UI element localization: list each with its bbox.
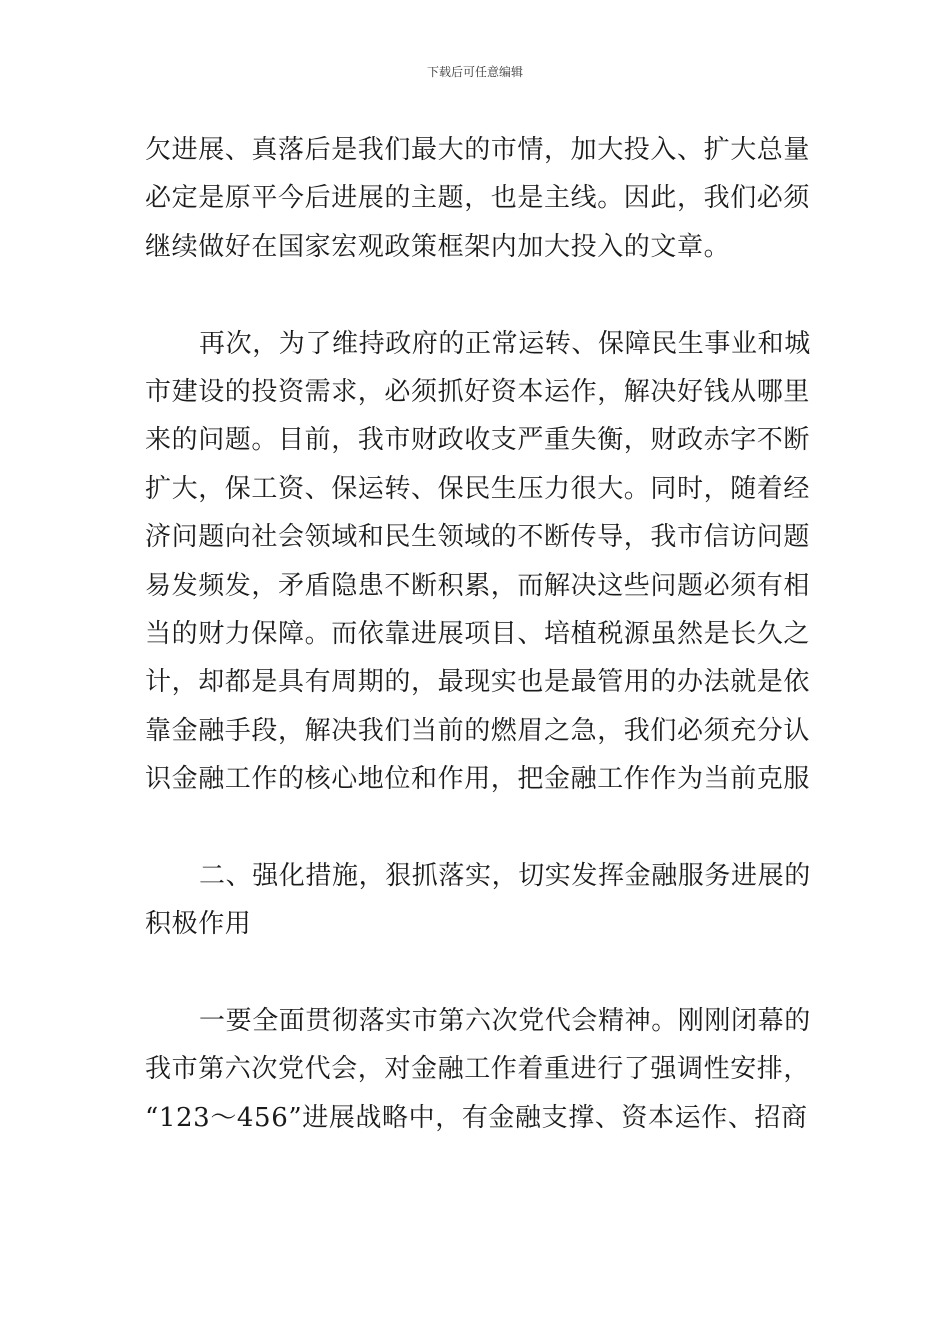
text-line: 计，却都是具有周期的，最现实也是最管用的办法就是依 [145,667,811,698]
heading-line: 二、强化措施，狠抓落实，切实发挥金融服务进展的 [199,860,811,891]
text-line: 必定是原平今后进展的主题，也是主线。因此，我们必须 [145,183,811,214]
paragraph-gap [145,803,807,851]
heading-line: 积极作用 [145,909,252,940]
text-line: 靠金融手段，解决我们当前的燃眉之急，我们必须充分认 [145,715,811,746]
text-line: 易发频发，矛盾隐患不断积累，而解决这些问题必须有相 [145,570,811,601]
text-line: 继续做好在国家宏观政策框架内加大投入的文章。 [145,231,731,262]
text-line: 当的财力保障。而依靠进展项目、培植税源虽然是长久之 [145,618,811,649]
text-line: 再次，为了维持政府的正常运转、保障民生事业和城 [199,328,811,359]
section-heading [145,852,811,949]
paragraph-1 [145,126,811,271]
text-line: 济问题向社会领域和民生领域的不断传导，我市信访问题 [145,522,811,553]
text-line: 市建设的投资需求，必须抓好资本运作，解决好钱从哪里 [145,376,811,407]
paragraph-gap [145,271,807,319]
text-line: 来的问题。目前，我市财政收支严重失衡，财政赤字不断 [145,425,811,456]
text-line: “123～456”进展战略中，有金融支撑、资本运作、招商 [145,1102,808,1133]
text-line: 一要全面贯彻落实市第六次党代会精神。刚刚闭幕的 [199,1006,811,1037]
paragraph-2 [145,320,811,804]
paragraph-gap [145,949,807,997]
text-line: 扩大，保工资、保运转、保民生压力很大。同时，随着经 [145,473,811,504]
text-line: 我市第六次党代会，对金融工作着重进行了强调性安排， [145,1054,811,1085]
text-line: 识金融工作的核心地位和作用，把金融工作作为当前克服 [145,764,811,795]
paragraph-3 [145,997,811,1142]
page-header: 下载后可任意编辑 [426,65,523,79]
document-body [145,126,811,1142]
text-line: 欠进展、真落后是我们最大的市情，加大投入、扩大总量 [145,135,811,165]
